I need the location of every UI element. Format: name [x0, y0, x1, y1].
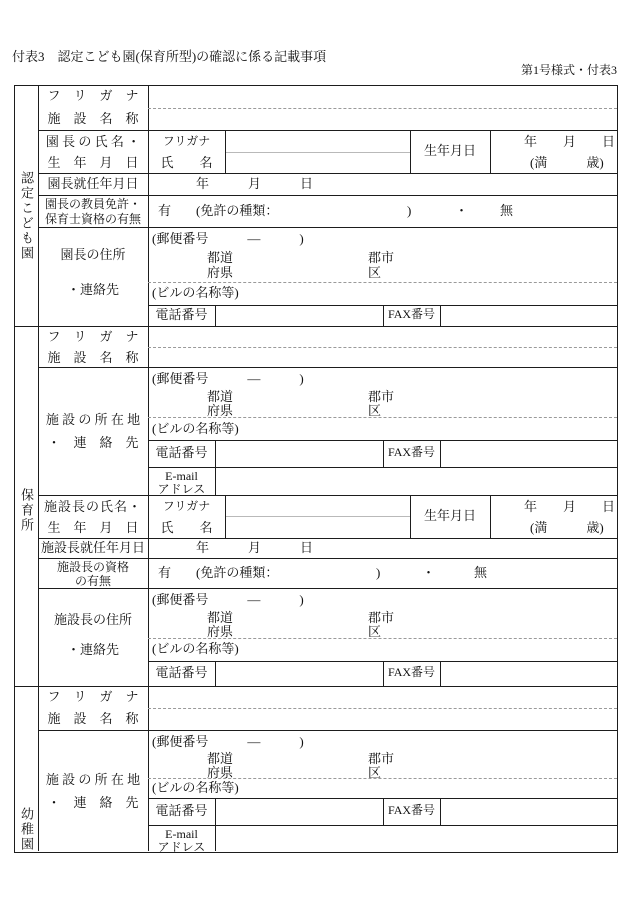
furigana-sub-label: フリガナ [162, 499, 211, 513]
head-appointment-label: 施設長就任年月日 [40, 540, 145, 555]
facility-location-label-line2: ・ 連 絡 先 [47, 435, 139, 450]
yochien-email-field [215, 825, 617, 851]
tel-label: 電話番号 [155, 445, 208, 460]
county-top: 郡市 [368, 751, 395, 766]
prefecture-bottom: 府県 [207, 265, 234, 280]
nintei-director-furigana-field [225, 130, 410, 152]
email-label-line1: E-mail [165, 827, 198, 841]
license-type-open: (免許の種類： [196, 203, 279, 218]
yochien-fax-field [440, 798, 617, 825]
birthdate-ymd: 年 月 日 [524, 134, 616, 149]
grid-line [148, 85, 149, 851]
hoikusho-facility-furigana-field [148, 326, 617, 347]
license-has: 有 [158, 565, 172, 580]
hoikusho-email-field [215, 467, 617, 495]
head-name-label-line1: 施設長の氏名・ [43, 499, 142, 514]
director-name-label-line1: 園 長 の 氏 名 ・ [45, 134, 141, 149]
section-label-nintei-kodomoen: 認定こども園 [19, 171, 34, 261]
tel-label: 電話番号 [155, 803, 208, 818]
prefecture-top: 都道 [207, 610, 234, 625]
head-qualification-label-line2: の有無 [74, 574, 111, 588]
license-dot: ・ [422, 565, 436, 580]
email-label-line2: アドレス [157, 840, 206, 854]
prefecture-bottom: 府県 [207, 765, 234, 780]
county-bottom: 区 [368, 265, 382, 280]
head-address-label-line2: ・連絡先 [66, 642, 119, 657]
grid-line [38, 730, 617, 731]
nintei-facility-furigana-field [148, 85, 617, 108]
building-name-line: (ビルの名称等) [152, 780, 239, 795]
nintei-tel-field [215, 305, 383, 326]
email-label-line1: E-mail [165, 469, 198, 483]
license-close: ) [376, 565, 381, 580]
grid-line [490, 495, 491, 538]
birthdate-label: 生年月日 [423, 143, 476, 158]
head-qualification-label-line1: 施設長の資格 [56, 560, 129, 574]
building-name-line: (ビルの名称等) [152, 641, 239, 656]
birthdate-ymd: 年 月 日 [524, 499, 616, 514]
furigana-label: フ リ ガ ナ [47, 88, 139, 103]
director-license-label-line1: 園長の教員免許・ [44, 197, 141, 211]
postal-code-line: (郵便番号 ― ) [152, 371, 304, 386]
license-close: ) [407, 203, 412, 218]
prefecture-bottom: 府県 [207, 624, 234, 639]
furigana-label: フ リ ガ ナ [47, 329, 139, 344]
director-address-label-line2: ・連絡先 [66, 282, 119, 297]
director-address-label-line1: 園長の住所 [60, 247, 126, 262]
yochien-facility-name-field [148, 708, 617, 730]
facility-location-label-line2: ・ 連 絡 先 [47, 795, 139, 810]
head-address-label-line1: 施設長の住所 [53, 612, 132, 627]
county-bottom: 区 [368, 403, 382, 418]
hoikusho-head-furigana-field [225, 495, 410, 516]
head-name-label-line2: 生 年 月 日 [47, 520, 139, 535]
prefecture-top: 都道 [207, 250, 234, 265]
birthdate-age: (満 歳) [530, 520, 604, 535]
county-top: 郡市 [368, 250, 395, 265]
grid-line [38, 538, 617, 539]
form-code: 第1号様式・付表3 [520, 63, 617, 77]
fax-label: FAX番号 [387, 665, 436, 679]
section-label-yochien: 幼稚園 [19, 806, 34, 852]
fax-label: FAX番号 [387, 307, 436, 321]
email-label-line2: アドレス [157, 482, 206, 496]
furigana-label: フ リ ガ ナ [47, 689, 139, 704]
name-sub-label: 氏 名 [160, 520, 213, 535]
postal-code-line: (郵便番号 ― ) [152, 592, 304, 607]
birthdate-label: 生年月日 [423, 508, 476, 523]
prefecture-top: 都道 [207, 389, 234, 404]
fax-label: FAX番号 [387, 445, 436, 459]
grid-line [490, 130, 491, 173]
hoikusho-fax-field [440, 440, 617, 467]
grid-line [38, 558, 617, 559]
license-dot: ・ [455, 203, 469, 218]
prefecture-top: 都道 [207, 751, 234, 766]
tel-label: 電話番号 [155, 307, 208, 322]
fax-label: FAX番号 [387, 803, 436, 817]
director-name-label-line2: 生 年 月 日 [47, 155, 139, 170]
hoikusho-head-name-field [225, 516, 410, 538]
section-label-hoikusho: 保育所 [19, 487, 34, 533]
postal-code-line: (郵便番号 ― ) [152, 231, 304, 246]
birthdate-age: (満 歳) [530, 155, 604, 170]
county-top: 郡市 [368, 610, 395, 625]
facility-location-label-line1: 施 設 の 所 在 地 [45, 772, 141, 787]
nintei-fax-field [440, 305, 617, 326]
nintei-director-name-field [225, 152, 410, 173]
director-license-label-line2: 保育士資格の有無 [44, 212, 141, 226]
county-bottom: 区 [368, 624, 382, 639]
facility-name-label: 施 設 名 称 [47, 711, 139, 726]
appointment-ymd: 年 月 日 [196, 540, 314, 555]
yochien-tel-field [215, 798, 383, 825]
facility-name-label: 施 設 名 称 [47, 350, 139, 365]
license-type-open: (免許の種類： [196, 565, 279, 580]
director-appointment-label: 園長就任年月日 [47, 176, 139, 191]
name-sub-label: 氏 名 [160, 155, 213, 170]
county-top: 郡市 [368, 389, 395, 404]
facility-location-label-line1: 施 設 の 所 在 地 [45, 412, 141, 427]
yochien-facility-furigana-field [148, 686, 617, 708]
building-name-line: (ビルの名称等) [152, 421, 239, 436]
nintei-facility-name-field [148, 108, 617, 130]
hoikusho-tel-field [215, 440, 383, 467]
license-has: 有 [158, 203, 172, 218]
prefecture-bottom: 府県 [207, 403, 234, 418]
hoikusho-facility-name-field [148, 347, 617, 367]
postal-code-line: (郵便番号 ― ) [152, 734, 304, 749]
license-none: 無 [500, 203, 514, 218]
page-title: 付表3 認定こども園(保育所型)の確認に係る記載事項 [12, 49, 327, 64]
license-none: 無 [474, 565, 488, 580]
appointment-ymd: 年 月 日 [196, 176, 314, 191]
facility-name-label: 施 設 名 称 [47, 111, 139, 126]
grid-line [38, 227, 617, 228]
grid-line [148, 282, 617, 283]
tel-label: 電話番号 [155, 665, 208, 680]
hoikusho-head-tel-field [215, 661, 383, 686]
hoikusho-head-fax-field [440, 661, 617, 686]
grid-line [38, 195, 617, 196]
grid-line [38, 173, 617, 174]
grid-line [38, 367, 617, 368]
building-name-line: (ビルの名称等) [152, 285, 239, 300]
furigana-sub-label: フリガナ [162, 134, 211, 148]
county-bottom: 区 [368, 765, 382, 780]
